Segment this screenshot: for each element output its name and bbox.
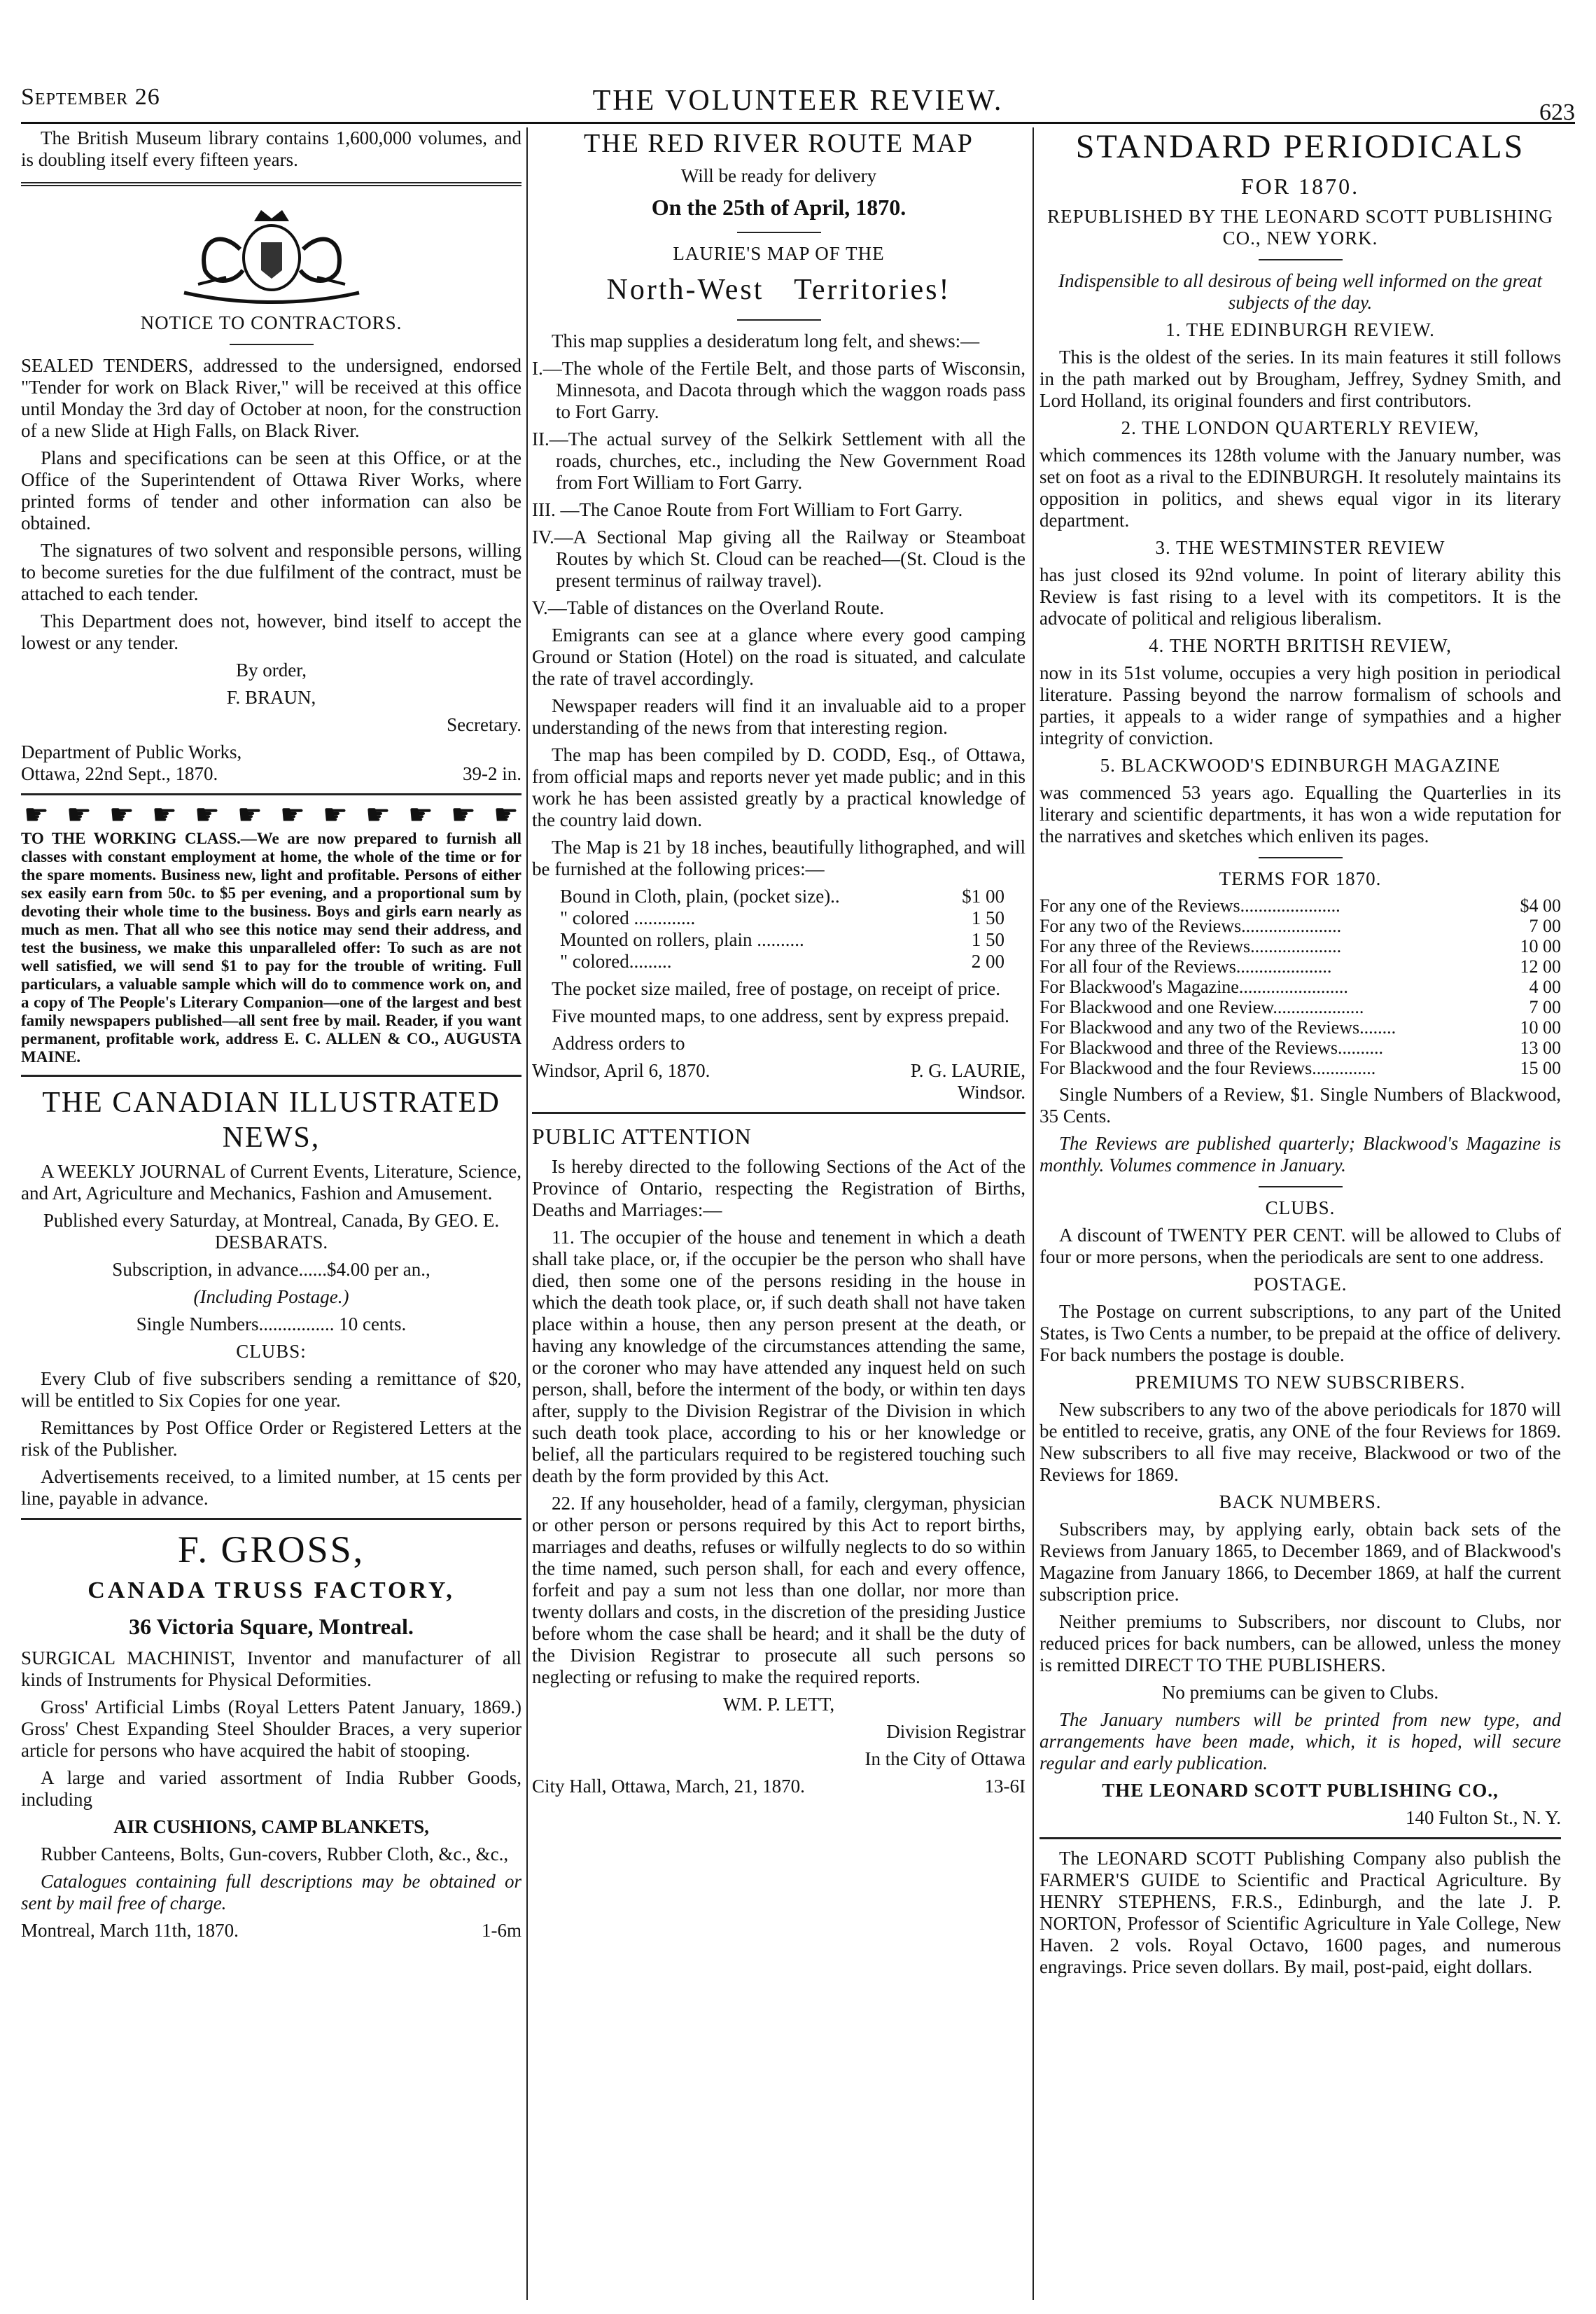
pointing-hand-icon: ☛: [24, 799, 49, 830]
divider: [1040, 1837, 1561, 1839]
dept-ref: 39-2 in.: [463, 763, 522, 784]
lsp-address: 140 Fulton St., N. Y.: [1405, 1807, 1561, 1828]
table-row: [1040, 895, 1561, 916]
divider: [21, 793, 522, 795]
divider: [1259, 1186, 1343, 1187]
premiums-title: PREMIUMS TO NEW SUBSCRIBERS.: [1135, 1372, 1466, 1393]
rr-paragraph: Five mounted maps, to one address, sent by express prepaid.: [552, 1005, 1009, 1026]
clubs-text: A discount of TWENTY PER CENT. will be allowed to Clubs of four or more persons, when the periodicals are sent to one address.: [1040, 1225, 1561, 1267]
signer-name: F. BRAUN,: [226, 687, 316, 708]
gross-footer: [21, 1920, 522, 1942]
divider: [1259, 259, 1343, 260]
terms-title: TERMS FOR 1870.: [1219, 868, 1382, 889]
gross-paragraph: Catalogues containing full descriptions may be obtained or sent by mail free of charge.: [21, 1871, 522, 1914]
gross-paragraph: Gross' Artificial Limbs (Royal Letters Patent January, 1869.) Gross' Chest Expanding Steel Shoulder Braces, a very superior article for persons who have acquired the habit of stooping.: [21, 1696, 522, 1761]
rr-date: On the 25th of April, 1870.: [651, 195, 906, 220]
review-text: which commences its 128th volume with the January number, was set on foot as a rival to the EDINBURGH. It resolutely maintains its opposition in politics, and shews equal vigor in its literary department.: [1040, 445, 1561, 531]
rr-title: THE RED RIVER ROUTE MAP: [584, 129, 974, 158]
terms-label: For all four of the Reviews.....................: [1040, 956, 1332, 977]
price-label: " colored .............: [560, 907, 696, 928]
back-title: BACK NUMBERS.: [1219, 1491, 1382, 1512]
page-header: [21, 84, 1575, 126]
sp-tagline: Indispensible to all desirous of being well informed on the great subjects of the day.: [1058, 270, 1542, 313]
terms-label: For any two of the Reviews......................: [1040, 916, 1342, 936]
rr-list-item: III. —The Canoe Route from Fort William to Fort Garry.: [532, 499, 963, 520]
signer-title: Secretary.: [447, 714, 522, 735]
pointing-hand-icon: ☛: [365, 799, 391, 830]
single-numbers: Single Numbers of a Review, $1. Single Numbers of Blackwood, 35 Cents.: [1040, 1084, 1561, 1127]
cin-paragraph: Every Club of five subscribers sending a remittance of $20, will be entitled to Six Copies for one year.: [21, 1368, 522, 1411]
cin-title: THE CANADIAN ILLUSTRATED NEWS,: [42, 1087, 500, 1154]
rr-map: LAURIE'S MAP OF THE: [673, 243, 885, 264]
divider: [21, 1075, 522, 1077]
price-row: [560, 886, 1004, 907]
pa-paragraph: 22. If any householder, head of a family, clergyman, physician or other person or persons required by this Act to report births, marriages and deaths, refuses or wilfully neglects to do so within the time named, such person shall, for each and every offence, forfeit and pay a sum not less than one dollar, nor more than twenty dollars and costs, in the discretion of the presiding Justice before whom the case shall be heard; and it shall be the duty of the Division Registrar to prosecute all such persons so neglecting or refusing to make the required reports.: [532, 1493, 1026, 1687]
divider: [21, 1518, 522, 1520]
rr-paragraph: Newspaper readers will find it an invaluable aid to a proper understanding of the news from that interesting region.: [532, 695, 1026, 738]
gross-ref: 1-6m: [482, 1920, 522, 1941]
pointing-hand-icon: ☛: [493, 799, 519, 830]
pa-paragraph: 11. The occupier of the house and tenement in which a death shall take place, or, if the occupier be the person who shall have died, then some one of the persons residing in the house in which the death took place, or, if such death shall not have taken place within a house, then any person present at the death, or having any knowledge of the circumstances attending the same, or the coroner who may have attended any inquest held on such person, shall, before the interment of the body, or within ten days after, supply to the Division Registrar of the Division in which such death took place, according to his or her knowledge or belief, all the particulars required to be registered touching such death by the form provided by this Act.: [532, 1227, 1026, 1486]
pointing-hand-icon: ☛: [237, 799, 262, 830]
review-title: 5. BLACKWOOD'S EDINBURGH MAGAZINE: [1100, 755, 1501, 776]
terms-label: For Blackwood and any two of the Reviews........: [1040, 1017, 1396, 1038]
rr-ready: Will be ready for delivery: [680, 165, 877, 186]
rr-list-item: V.—Table of distances on the Overland Route.: [532, 597, 884, 618]
gross-address: 36 Victoria Square, Montreal.: [129, 1614, 414, 1639]
price-value: 2 00: [971, 951, 1004, 972]
sp-title: STANDARD PERIODICALS: [1075, 128, 1525, 165]
notice-paragraph: SEALED TENDERS, addressed to the undersigned, endorsed "Tender for work on Black River," will be received at this office until Monday the 3rd day of October at noon, for the construction of a new Slide at High Falls, on Black River.: [21, 355, 522, 441]
by-order: By order,: [236, 660, 307, 681]
price-row: [560, 929, 1004, 951]
gross-firm: CANADA TRUSS FACTORY,: [88, 1577, 455, 1603]
sp-for: FOR 1870.: [1240, 174, 1360, 199]
hand-icons-row: [24, 799, 519, 830]
rr-paragraph: Emigrants can see at a glance where every good camping Ground or Station (Hotel) on the road is situated, and calculate the rate of travel accordingly.: [532, 625, 1026, 689]
quarterly-note: The Reviews are published quarterly; Blackwood's Magazine is monthly. Volumes commence in January.: [1040, 1133, 1561, 1176]
column-2: [532, 127, 1026, 1797]
terms-label: For any three of the Reviews....................: [1040, 936, 1342, 956]
column-divider: [526, 127, 528, 2300]
dept-line: [21, 741, 522, 763]
cin-clubs: CLUBS:: [236, 1341, 307, 1362]
divider: [21, 182, 522, 186]
pointing-hand-icon: ☛: [152, 799, 177, 830]
lsp-name: THE LEONARD SCOTT PUBLISHING CO.,: [1102, 1780, 1499, 1801]
pointing-hand-icon: ☛: [195, 799, 220, 830]
price-label: " colored.........: [560, 951, 672, 972]
table-row: [1040, 1058, 1561, 1078]
clubs-title: CLUBS.: [1265, 1197, 1336, 1218]
divider: [737, 319, 821, 321]
pointing-hand-icon: ☛: [66, 799, 92, 830]
sp-publisher: REPUBLISHED BY THE LEONARD SCOTT PUBLISHING CO., NEW YORK.: [1047, 206, 1553, 249]
pa-footer: [532, 1776, 1026, 1797]
cin-published: Published every Saturday, at Montreal, Canada, By GEO. E. DESBARATS.: [43, 1210, 500, 1253]
rr-signoff: [532, 1060, 1026, 1082]
price-row: [560, 907, 1004, 929]
review-text: was commenced 53 years ago. Equalling the Quarterlies in its literary and scientific departments, it has won a wide reputation for the narratives and sketches which enliven its pages.: [1040, 782, 1561, 846]
terms-label: For Blackwood and one Review....................: [1040, 997, 1364, 1017]
gross-paragraph: Rubber Canteens, Bolts, Gun-covers, Rubber Cloth, &c., &c.,: [41, 1843, 509, 1865]
table-row: [1040, 956, 1561, 977]
rr-list-item: IV.—A Sectional Map giving all the Railway or Steamboat Routes by which St. Cloud can be reached—(St. Cloud is the present terminus of railway travel).: [532, 527, 1026, 591]
premiums-text: New subscribers to any two of the above periodicals for 1870 will be entitled to receive, gratis, any ONE of the four Reviews for 1869. New subscribers to all five may receive, Blackwood or two of the Reviews for 1869.: [1040, 1399, 1561, 1485]
column-divider: [1032, 127, 1034, 2300]
rr-paragraph: The pocket size mailed, free of postage, on receipt of price.: [552, 978, 1000, 999]
january-note: The January numbers will be printed from new type, and arrangements have been made, which, it is hoped, will secure regular and early publication.: [1040, 1709, 1561, 1773]
rr-name: P. G. LAURIE,: [910, 1060, 1026, 1081]
terms-value: 7 00: [1529, 916, 1561, 936]
terms-value: $4 00: [1520, 895, 1561, 916]
postage-title: POSTAGE.: [1253, 1274, 1348, 1295]
dept-line: [21, 763, 522, 785]
pointing-hand-icon: ☛: [408, 799, 433, 830]
header-rule: [21, 122, 1575, 124]
gross-paragraph: SURGICAL MACHINIST, Inventor and manufacturer of all kinds of Instruments for Physical Deformities.: [21, 1647, 522, 1690]
rr-paragraph: The map has been compiled by D. CODD, Esq., of Ottawa, from official maps and reports never yet made public; and in this work he has been assisted greatly by a practical knowledge of the country laid down.: [532, 744, 1026, 830]
rr-intro: This map supplies a desideratum long felt, and shews:—: [552, 330, 980, 351]
gross-paragraph: A large and varied assortment of India Rubber Goods, including: [21, 1767, 522, 1810]
cin-postage: (Including Postage.): [193, 1286, 349, 1307]
working-class-ad: TO THE WORKING CLASS.—We are now prepared to furnish all classes with constant employment at home, the whole of the time or for the spare moments. Business new, light and profitable. Persons of either sex easily earn from 50c. to $5 per evening, and a proportional sum by devoting their whole time to the business. Boys and girls earn nearly as much as men. That all who see this notice may send their address, and test the business, we make this unparalleled offer: To such as are not well satisfied, we will send $1 to pay for the trouble of writing. Full particulars, a valuable sample which will do to commence work on, and a copy of The People's Literary Companion—one of the largest and best family newspapers published—all sent free by mail. Reader, if you want permanent, profitable work, address E. C. ALLEN & CO., AUGUSTA MAINE.: [21, 830, 522, 1066]
pa-signature-city: In the City of Ottawa: [864, 1748, 1026, 1769]
gross-name: F. GROSS,: [177, 1528, 365, 1570]
divider: [532, 1112, 1026, 1114]
notice-paragraph: The signatures of two solvent and responsible persons, willing to become sureties for the due fulfilment of the contract, must be attached to each tender.: [21, 540, 522, 604]
terms-table: [1040, 895, 1561, 1078]
pa-signature: WM. P. LETT,: [722, 1694, 835, 1715]
terms-value: 15 00: [1520, 1058, 1561, 1078]
price-label: Bound in Cloth, plain, (pocket size)..: [560, 886, 840, 907]
rr-name-place: Windsor.: [957, 1082, 1026, 1103]
header-date: September 26: [21, 84, 160, 110]
no-premiums: No premiums can be given to Clubs.: [1161, 1682, 1439, 1703]
notice-paragraph: This Department does not, however, bind itself to accept the lowest or any tender.: [21, 611, 522, 653]
pointing-hand-icon: ☛: [451, 799, 476, 830]
table-row: [1040, 997, 1561, 1017]
divider: [1259, 857, 1343, 858]
header-title: THE VOLUNTEER REVIEW.: [592, 85, 1004, 117]
pa-ref: 13-6I: [984, 1776, 1026, 1797]
cin-paragraph: Remittances by Post Office Order or Registered Letters at the risk of the Publisher.: [21, 1417, 522, 1460]
terms-label: For Blackwood and three of the Reviews..........: [1040, 1038, 1384, 1058]
review-text: This is the oldest of the series. In its main features it still follows in the path marked out by Brougham, Jeffrey, Sydney Smith, and Lord Holland, its original founders and first contributors.: [1040, 347, 1561, 411]
terms-label: For Blackwood's Magazine........................: [1040, 977, 1348, 997]
table-row: [1040, 1017, 1561, 1038]
rr-list-item: II.—The actual survey of the Selkirk Settlement with all the roads, churches, etc., including the New Government Road from Fort William to Fort Garry.: [532, 428, 1026, 493]
divider: [230, 344, 314, 345]
gross-air: AIR CUSHIONS, CAMP BLANKETS,: [113, 1816, 429, 1837]
pa-signature-title: Division Registrar: [886, 1721, 1026, 1742]
cin-subscription: Subscription, in advance......$4.00 per an.,: [112, 1259, 430, 1280]
review-text: has just closed its 92nd volume. In point of literary ability this Review is fast rising to a level with its competitors. It is the advocate of political and religious liberalism.: [1040, 564, 1561, 629]
column-3: [1040, 127, 1561, 1984]
terms-value: 10 00: [1520, 936, 1561, 956]
terms-label: For any one of the Reviews......................: [1040, 895, 1340, 916]
terms-value: 7 00: [1529, 997, 1561, 1017]
column-1: [21, 127, 522, 1942]
rr-paragraph: The Map is 21 by 18 inches, beautifully lithographed, and will be furnished at the following prices:—: [532, 837, 1026, 879]
cin-paragraph: Advertisements received, to a limited number, at 15 cents per line, payable in advance.: [21, 1466, 522, 1509]
price-value: $1 00: [962, 886, 1004, 907]
museum-note: The British Museum library contains 1,600,000 volumes, and is doubling itself every fifteen years.: [21, 127, 522, 170]
terms-value: 12 00: [1520, 956, 1561, 977]
divider: [737, 232, 821, 233]
review-title: 4. THE NORTH BRITISH REVIEW,: [1149, 635, 1452, 656]
terms-value: 4 00: [1529, 977, 1561, 997]
terms-value: 13 00: [1520, 1038, 1561, 1058]
table-row: [1040, 1038, 1561, 1058]
price-value: 1 50: [971, 929, 1004, 950]
terms-label: For Blackwood and the four Reviews..............: [1040, 1058, 1376, 1078]
notice-title: NOTICE TO CONTRACTORS.: [140, 312, 402, 333]
review-title: 1. THE EDINBURGH REVIEW.: [1166, 319, 1435, 340]
pa-date: City Hall, Ottawa, March, 21, 1870.: [532, 1776, 805, 1797]
price-row: [560, 951, 1004, 973]
notice-paragraph: Plans and specifications can be seen at this Office, or at the Office of the Superintendent of Ottawa River Works, where printed forms of tender and other information can also be obtained.: [21, 447, 522, 534]
review-title: 2. THE LONDON QUARTERLY REVIEW,: [1121, 417, 1480, 438]
review-text: now in its 51st volume, occupies a very high position in periodical literature. Passing beyond the narrow formalism of schools and parties, it appeals to a wider range of sympathies and a higher integrity of conviction.: [1040, 662, 1561, 748]
table-row: [1040, 977, 1561, 997]
cin-paragraph: A WEEKLY JOURNAL of Current Events, Literature, Science, and Art, Agriculture and Mechanics, Fashion and Amusement.: [21, 1161, 522, 1204]
rr-northwest: North-West Territories!: [606, 274, 951, 306]
pointing-hand-icon: ☛: [109, 799, 134, 830]
table-row: [1040, 936, 1561, 956]
back-text: Subscribers may, by applying early, obtain back sets of the Reviews from January 1865, to December 1869, and of Blackwood's Magazine from January 1866, to December 1869, at half the current subscription price.: [1040, 1519, 1561, 1605]
pa-title: PUBLIC ATTENTION: [532, 1124, 752, 1149]
pointing-hand-icon: ☛: [280, 799, 305, 830]
farmers-guide: The LEONARD SCOTT Publishing Company also publish the FARMER'S GUIDE to Scientific and Practical Agriculture. By HENRY STEPHENS, F.R.S., Edinburgh, and the late J. P. NORTON, Professor of Scientific Agriculture in Yale College, New Haven. 2 vols. Royal Octavo, 1600 pages, and numerous engravings. Price seven dollars. By mail, post-paid, eight dollars.: [1040, 1848, 1561, 1977]
header-page-number: 623: [1539, 99, 1575, 125]
price-label: Mounted on rollers, plain ..........: [560, 929, 804, 950]
dept-name: Department of Public Works,: [21, 741, 242, 762]
pointing-hand-icon: ☛: [323, 799, 348, 830]
rr-price-list: [532, 886, 1026, 973]
price-value: 1 50: [971, 907, 1004, 928]
postage-text: The Postage on current subscriptions, to any part of the United States, is Two Cents a number, to be prepaid at the office of delivery. For back numbers the postage is double.: [1040, 1301, 1561, 1365]
rr-place-date: Windsor, April 6, 1870.: [532, 1060, 710, 1081]
cin-single: Single Numbers................ 10 cents.: [136, 1313, 407, 1334]
pa-paragraph: Is hereby directed to the following Sections of the Act of the Province of Ontario, respecting the Registration of Births, Deaths and Marriages:—: [532, 1156, 1026, 1220]
review-title: 3. THE WESTMINSTER REVIEW: [1155, 537, 1446, 558]
terms-value: 10 00: [1520, 1017, 1561, 1038]
neither-text: Neither premiums to Subscribers, nor discount to Clubs, nor reduced prices for back numbers, can be allowed, unless the money is remitted DIRECT TO THE PUBLISHERS.: [1040, 1611, 1561, 1675]
dept-date: Ottawa, 22nd Sept., 1870.: [21, 763, 218, 784]
rr-address: Address orders to: [552, 1033, 685, 1054]
royal-crest-icon: [21, 200, 522, 305]
gross-date: Montreal, March 11th, 1870.: [21, 1920, 239, 1941]
table-row: [1040, 916, 1561, 936]
rr-list-item: I.—The whole of the Fertile Belt, and those parts of Wisconsin, Minnesota, and Dacota through which the waggon roads pass to Fort Garry.: [532, 358, 1026, 422]
